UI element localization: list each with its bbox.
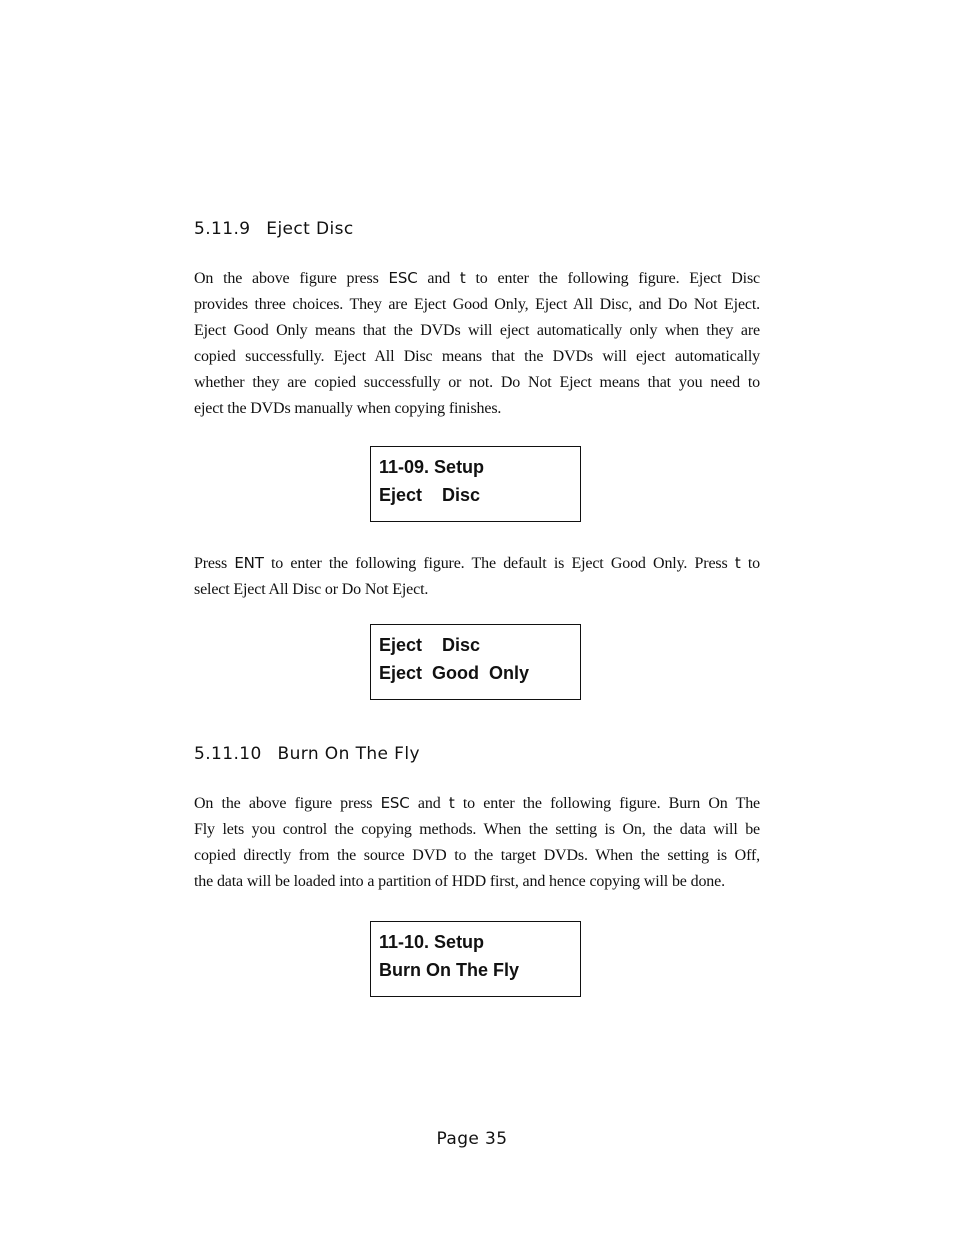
lcd-line-1: 11-10. Setup [379, 932, 485, 952]
lcd-display-setup-burn-on-the-fly [370, 921, 581, 997]
page-number: Page 35 [436, 1129, 508, 1149]
paragraph-line: provides three choices. They are Eject Good Only, Eject All Disc, and Do Not Eject. [194, 296, 760, 313]
section-heading-burn-on-the-fly [194, 744, 420, 764]
paragraph-line: the data will be loaded into a partition of HDD first, and hence copying will be done. [194, 873, 725, 890]
esc-key-label: ESC [388, 269, 418, 287]
section-title: Burn On The Fly [277, 744, 420, 764]
burn-on-the-fly-paragraph [194, 790, 760, 895]
paragraph-line: Eject Good Only means that the DVDs will eject automatically only when they are [194, 322, 760, 339]
paragraph-line: On the above figure press ESC and t to enter the following figure. Eject Disc [194, 269, 760, 287]
esc-key-label: ESC [380, 794, 410, 812]
lcd-display-eject-good-only [370, 624, 581, 700]
lcd-line-1: Eject Disc [379, 635, 481, 655]
lcd-display-setup-eject-disc [370, 446, 581, 522]
section-number: 5.11.10 [194, 744, 262, 764]
section-heading-eject-disc [194, 219, 354, 239]
paragraph-line: whether they are copied successfully or not. Do Not Eject means that you need to [194, 374, 760, 391]
down-arrow-key-label: t [459, 269, 466, 287]
lcd-line-2: Eject Good Only [379, 663, 530, 683]
paragraph-line: Fly lets you control the copying methods. When the setting is On, the data will be [194, 821, 760, 838]
paragraph-line: copied directly from the source DVD to the target DVDs. When the setting is Off, [194, 847, 760, 864]
eject-disc-paragraph [194, 265, 760, 422]
lcd-line-2: Burn On The Fly [379, 960, 520, 980]
paragraph-line: select Eject All Disc or Do Not Eject. [194, 581, 429, 598]
paragraph-line: On the above figure press ESC and t to enter the following figure. Burn On The [194, 794, 761, 812]
paragraph-line: copied successfully. Eject All Disc means that the DVDs will eject automatically [194, 348, 760, 365]
press-ent-paragraph [194, 550, 760, 603]
lcd-line-2: Eject Disc [379, 485, 481, 505]
lcd-line-1: 11-09. Setup [379, 457, 485, 477]
section-number: 5.11.9 [194, 219, 251, 239]
down-arrow-key-label: t [448, 794, 455, 812]
paragraph-line: eject the DVDs manually when copying finishes. [194, 400, 502, 417]
paragraph-line: Press ENT to enter the following figure. The default is Eject Good Only. Press t to [194, 554, 760, 572]
section-title: Eject Disc [266, 219, 354, 239]
ent-key-label: ENT [234, 554, 264, 572]
down-arrow-key-label: t [734, 554, 741, 572]
